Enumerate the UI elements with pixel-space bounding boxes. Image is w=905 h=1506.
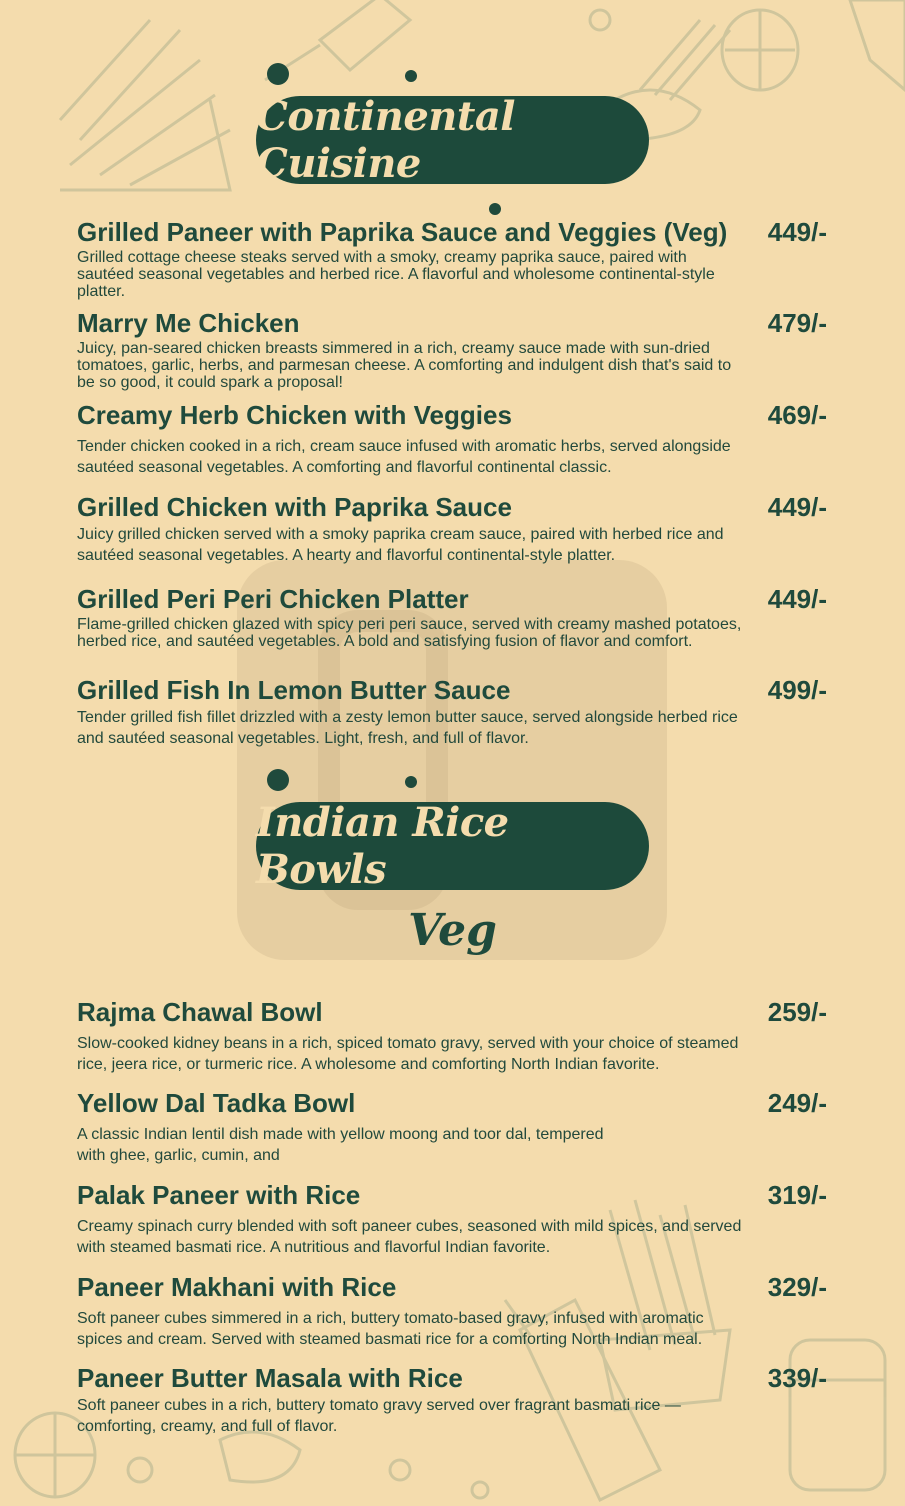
item-price: 449/- <box>767 584 827 614</box>
item-price: 339/- <box>767 1363 827 1393</box>
item-description: Soft paneer cubes simmered in a rich, buttery tomato-based gravy, infused with aromatic spices and cream. Served with steamed basmati rice for a comforting North Indian meal. <box>77 1310 704 1348</box>
item-name: Paneer Makhani with Rice <box>77 1272 397 1302</box>
item-description: Tender chicken cooked in a rich, cream sauce infused with aromatic herbs, served alongside sautéed seasonal vegetables. A comforting and flavorful continental classic. <box>77 438 731 476</box>
menu-item <box>77 584 837 650</box>
item-description: Creamy spinach curry blended with soft paneer cubes, seasoned with mild spices, and served with steamed basmati rice. A nutritious and flavorful Indian favorite. <box>77 1218 742 1256</box>
item-name: Grilled Chicken with Paprika Sauce <box>77 492 512 522</box>
decor-dot <box>267 63 289 85</box>
item-description: Flame-grilled chicken glazed with spicy peri peri sauce, served with creamy mashed potatoes, herbed rice, and sautéed vegetables. A bold and satisfying fusion of flavor and comfort. <box>77 616 742 650</box>
menu-item <box>77 308 837 391</box>
item-price: 249/- <box>767 1088 827 1118</box>
fries-doodle-icon <box>60 20 230 190</box>
cup-doodle-icon <box>850 0 905 90</box>
item-name: Grilled Fish In Lemon Butter Sauce <box>77 675 511 705</box>
decor-dot <box>267 769 289 791</box>
lantern-doodle-icon <box>722 10 798 90</box>
section-banner-indian-rice-bowls <box>256 799 649 893</box>
menu-item <box>77 1088 837 1166</box>
item-description: Slow-cooked kidney beans in a rich, spiced tomato gravy, served with your choice of steamed rice, jeera rice, or turmeric rice. A wholesome and comforting North Indian favorite. <box>77 1035 739 1073</box>
menu-item <box>77 217 837 300</box>
item-price: 329/- <box>767 1272 827 1302</box>
item-description: Grilled cottage cheese steaks served with a smoky, creamy paprika sauce, paired with sautéed seasonal vegetables and herbed rice. A flavorful and wholesome continental-style platter. <box>77 249 715 300</box>
item-price: 259/- <box>767 997 827 1027</box>
decor-dot <box>405 70 417 82</box>
menu-item <box>77 675 837 749</box>
item-price: 449/- <box>767 492 827 522</box>
item-price: 479/- <box>767 308 827 338</box>
section-title: Indian Rice Bowls <box>256 799 509 893</box>
section-subtitle-veg: Veg <box>408 905 497 956</box>
menu-item <box>77 492 837 566</box>
item-name: Marry Me Chicken <box>77 308 300 338</box>
decor-dot <box>489 203 501 215</box>
item-price: 449/- <box>767 217 827 247</box>
item-name: Palak Paneer with Rice <box>77 1180 361 1210</box>
item-name: Grilled Paneer with Paprika Sauce and Veggies (Veg) <box>77 217 728 247</box>
item-name: Yellow Dal Tadka Bowl <box>77 1088 356 1118</box>
item-name: Paneer Butter Masala with Rice <box>77 1363 463 1393</box>
menu-item <box>77 400 837 478</box>
menu-item <box>77 1272 837 1350</box>
item-description: Juicy grilled chicken served with a smoky paprika cream sauce, paired with herbed rice and sautéed seasonal vegetables. A hearty and flavorful continental-style platter. <box>77 526 724 564</box>
item-price: 469/- <box>767 400 827 430</box>
item-name: Grilled Peri Peri Chicken Platter <box>77 584 469 614</box>
decor-dot <box>405 776 417 788</box>
section-banner-continental <box>256 93 649 187</box>
menu-item <box>77 997 837 1075</box>
item-description: Soft paneer cubes in a rich, buttery tomato gravy served over fragrant basmati rice — comforting, creamy, and full of flavor. <box>77 1397 681 1435</box>
section-title: Continental Cuisine <box>256 93 515 187</box>
item-name: Creamy Herb Chicken with Veggies <box>77 400 512 430</box>
item-description: A classic Indian lentil dish made with yellow moong and toor dal, tempered with ghee, garlic, cumin, and <box>77 1126 604 1164</box>
menu-item <box>77 1363 837 1437</box>
item-price: 499/- <box>767 675 827 705</box>
item-description: Juicy, pan-seared chicken breasts simmered in a rich, creamy sauce made with sun-dried tomatoes, garlic, herbs, and parmesan cheese. A comforting and indulgent dish that's said to be so good, it could spark a proposal! <box>77 340 732 391</box>
menu-item <box>77 1180 837 1258</box>
item-price: 319/- <box>767 1180 827 1210</box>
item-description: Tender grilled fish fillet drizzled with a zesty lemon butter sauce, served alongside herbed rice and sautéed seasonal vegetables. Light, fresh, and full of flavor. <box>77 709 738 747</box>
item-name: Rajma Chawal Bowl <box>77 997 323 1027</box>
